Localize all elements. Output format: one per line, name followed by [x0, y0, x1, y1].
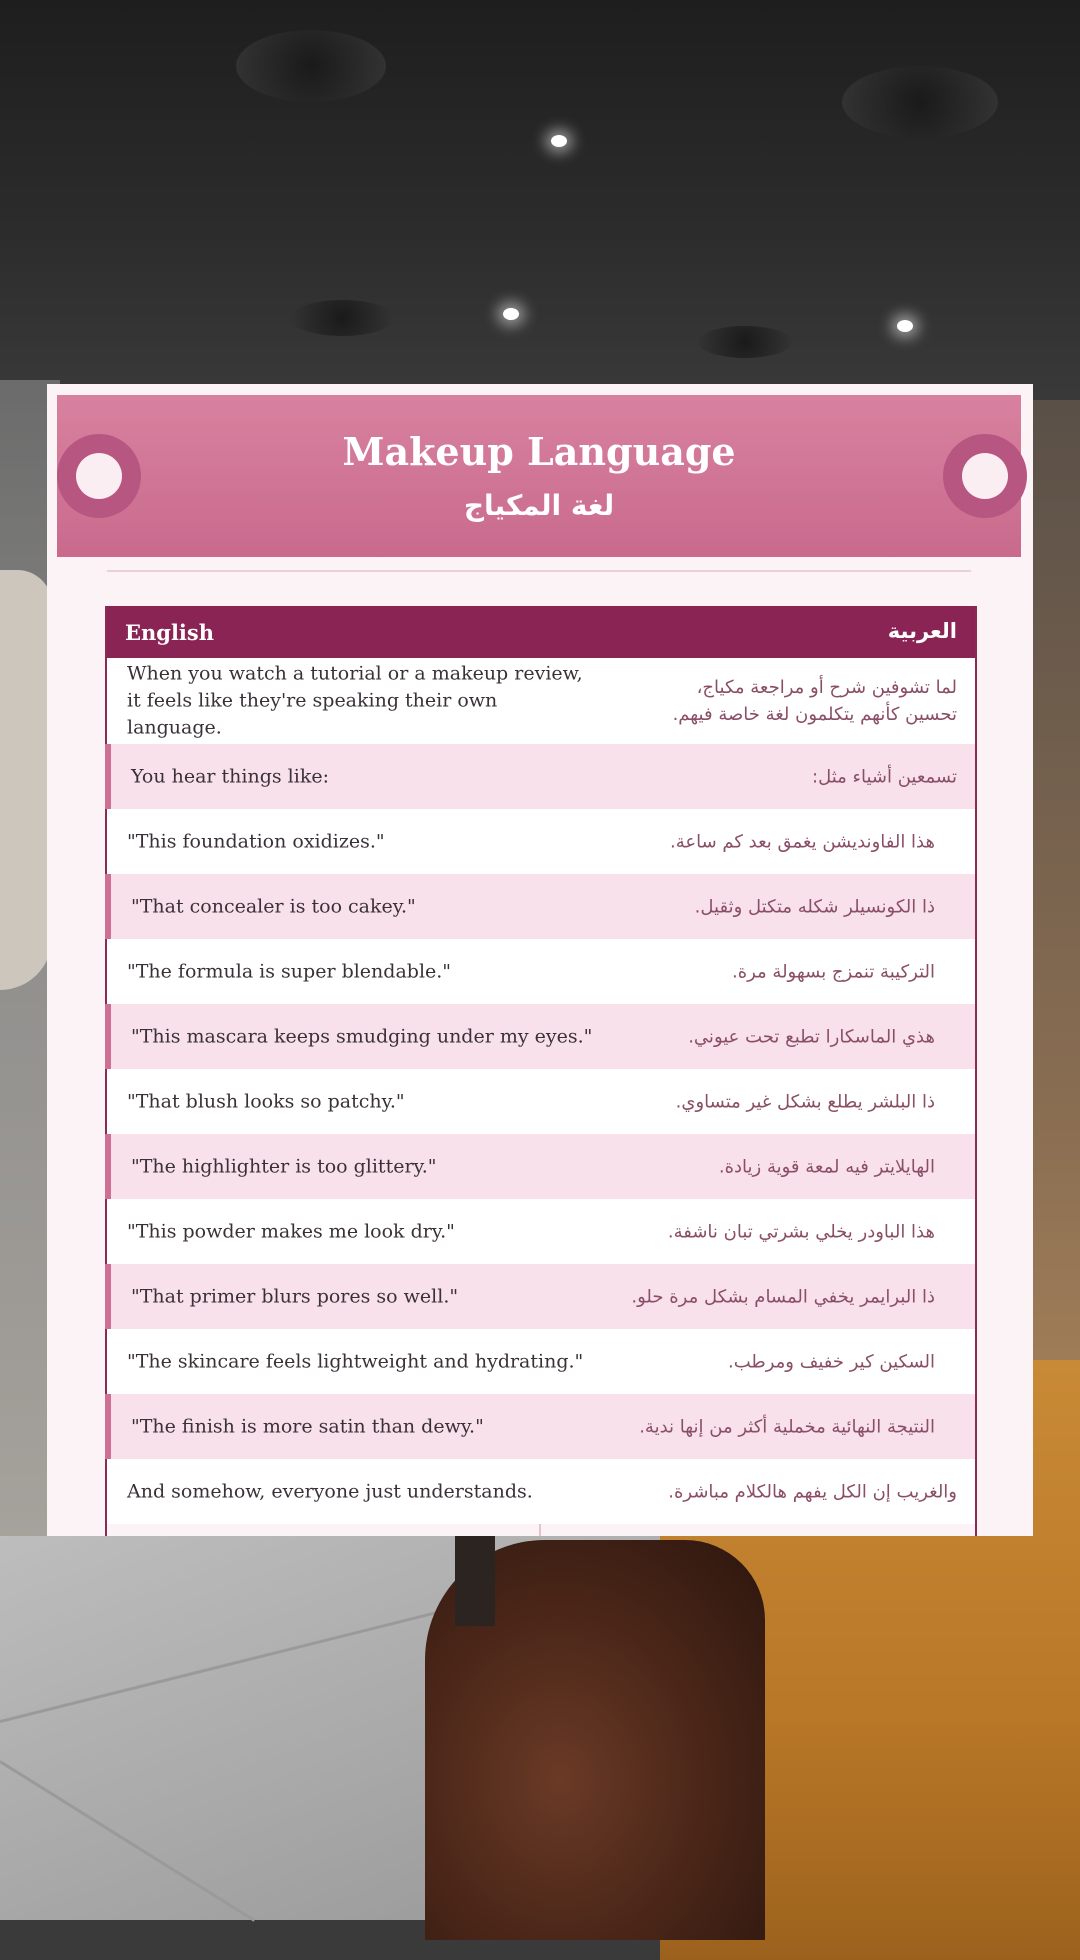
- table-row: [105, 874, 975, 939]
- arabic-cell: ذا البلشر يطلع بشكل غير متساوي.: [675, 1091, 935, 1112]
- english-cell: When you watch a tutorial or a makeup review, it feels like they're speaking their own language.: [127, 662, 583, 739]
- english-cell: "The skincare feels lightweight and hydrating.": [127, 1350, 584, 1372]
- arabic-cell: السكين كير خفيف ومرطب.: [728, 1351, 935, 1372]
- ceiling-light: [503, 308, 519, 320]
- table-row: [105, 1004, 975, 1069]
- english-cell: "This powder makes me look dry.": [127, 1220, 455, 1242]
- table-row: [107, 939, 975, 1004]
- header-arabic: العربية: [887, 619, 957, 643]
- english-cell: "This mascara keeps smudging under my eyes.": [131, 1025, 593, 1047]
- arabic-cell: هذي الماسكارا تطبع تحت عيوني.: [688, 1026, 935, 1047]
- card-subtitle: لغة المكياج: [463, 489, 615, 522]
- english-cell: "That primer blurs pores so well.": [131, 1285, 459, 1307]
- background-person: [0, 570, 52, 990]
- english-cell: "The formula is super blendable.": [127, 960, 452, 982]
- arabic-cell: هذا الباودر يخلي بشرتي تبان ناشفة.: [667, 1221, 935, 1242]
- table-row: [107, 1329, 975, 1394]
- ceiling-light: [551, 135, 567, 147]
- arabic-cell: تسمعين أشياء مثل:: [812, 766, 957, 787]
- arabic-cell: التركيبة تنمزج بسهولة مرة.: [731, 961, 935, 982]
- divider: [107, 570, 971, 572]
- english-cell: "The finish is more satin than dewy.": [131, 1415, 484, 1437]
- background-chair-leg: [455, 1536, 495, 1626]
- table-row: [107, 658, 975, 744]
- card-title: Makeup Language: [342, 429, 736, 474]
- table-row: [107, 809, 975, 874]
- arabic-cell: لما تشوفين شرح أو مراجعة مكياج، تحسين كأنهم يتكلمون لغة خاصة فيهم.: [672, 677, 957, 725]
- title-banner: [57, 395, 1021, 557]
- header-english: English: [125, 620, 215, 645]
- table-row: [107, 1199, 975, 1264]
- background-ceiling: [0, 0, 1080, 420]
- ceiling-light: [897, 320, 913, 332]
- arabic-cell: الهايلايتر فيه لمعة قوية زيادة.: [718, 1156, 935, 1177]
- arabic-cell: والغريب إن الكل يفهم هالكلام مباشرة.: [668, 1481, 957, 1502]
- english-cell: "This foundation oxidizes.": [127, 830, 385, 852]
- english-cell: You hear things like:: [131, 765, 329, 787]
- english-cell: "The highlighter is too glittery.": [131, 1155, 437, 1177]
- table-row: [105, 1134, 975, 1199]
- arabic-cell: النتيجة النهائية مخملية أكثر من إنها ندية.: [639, 1416, 935, 1437]
- table-row: [105, 1264, 975, 1329]
- table-header: [107, 606, 975, 658]
- translation-table: [105, 606, 977, 1536]
- makeup-language-card: [47, 384, 1033, 1536]
- english-cell: "That concealer is too cakey.": [131, 895, 416, 917]
- ceiling-vent: [698, 326, 792, 358]
- english-cell: "That blush looks so patchy.": [127, 1090, 405, 1112]
- arabic-cell: هذا الفاونديشن يغمق بعد كم ساعة.: [669, 831, 935, 852]
- table-row: [107, 1069, 975, 1134]
- ceiling-vent: [842, 66, 998, 138]
- ceiling-vent: [236, 30, 386, 102]
- arabic-cell: ذا الكونسيلر شكله متكتل وثقيل.: [694, 896, 935, 917]
- table-row: [107, 1459, 975, 1524]
- arabic-cell: ذا البرايمر يخفي المسام بشكل مرة حلو.: [631, 1286, 935, 1307]
- table-row: [105, 1394, 975, 1459]
- ceiling-vent: [290, 300, 394, 336]
- english-cell: And somehow, everyone just understands.: [127, 1480, 533, 1502]
- table-row: [105, 744, 975, 809]
